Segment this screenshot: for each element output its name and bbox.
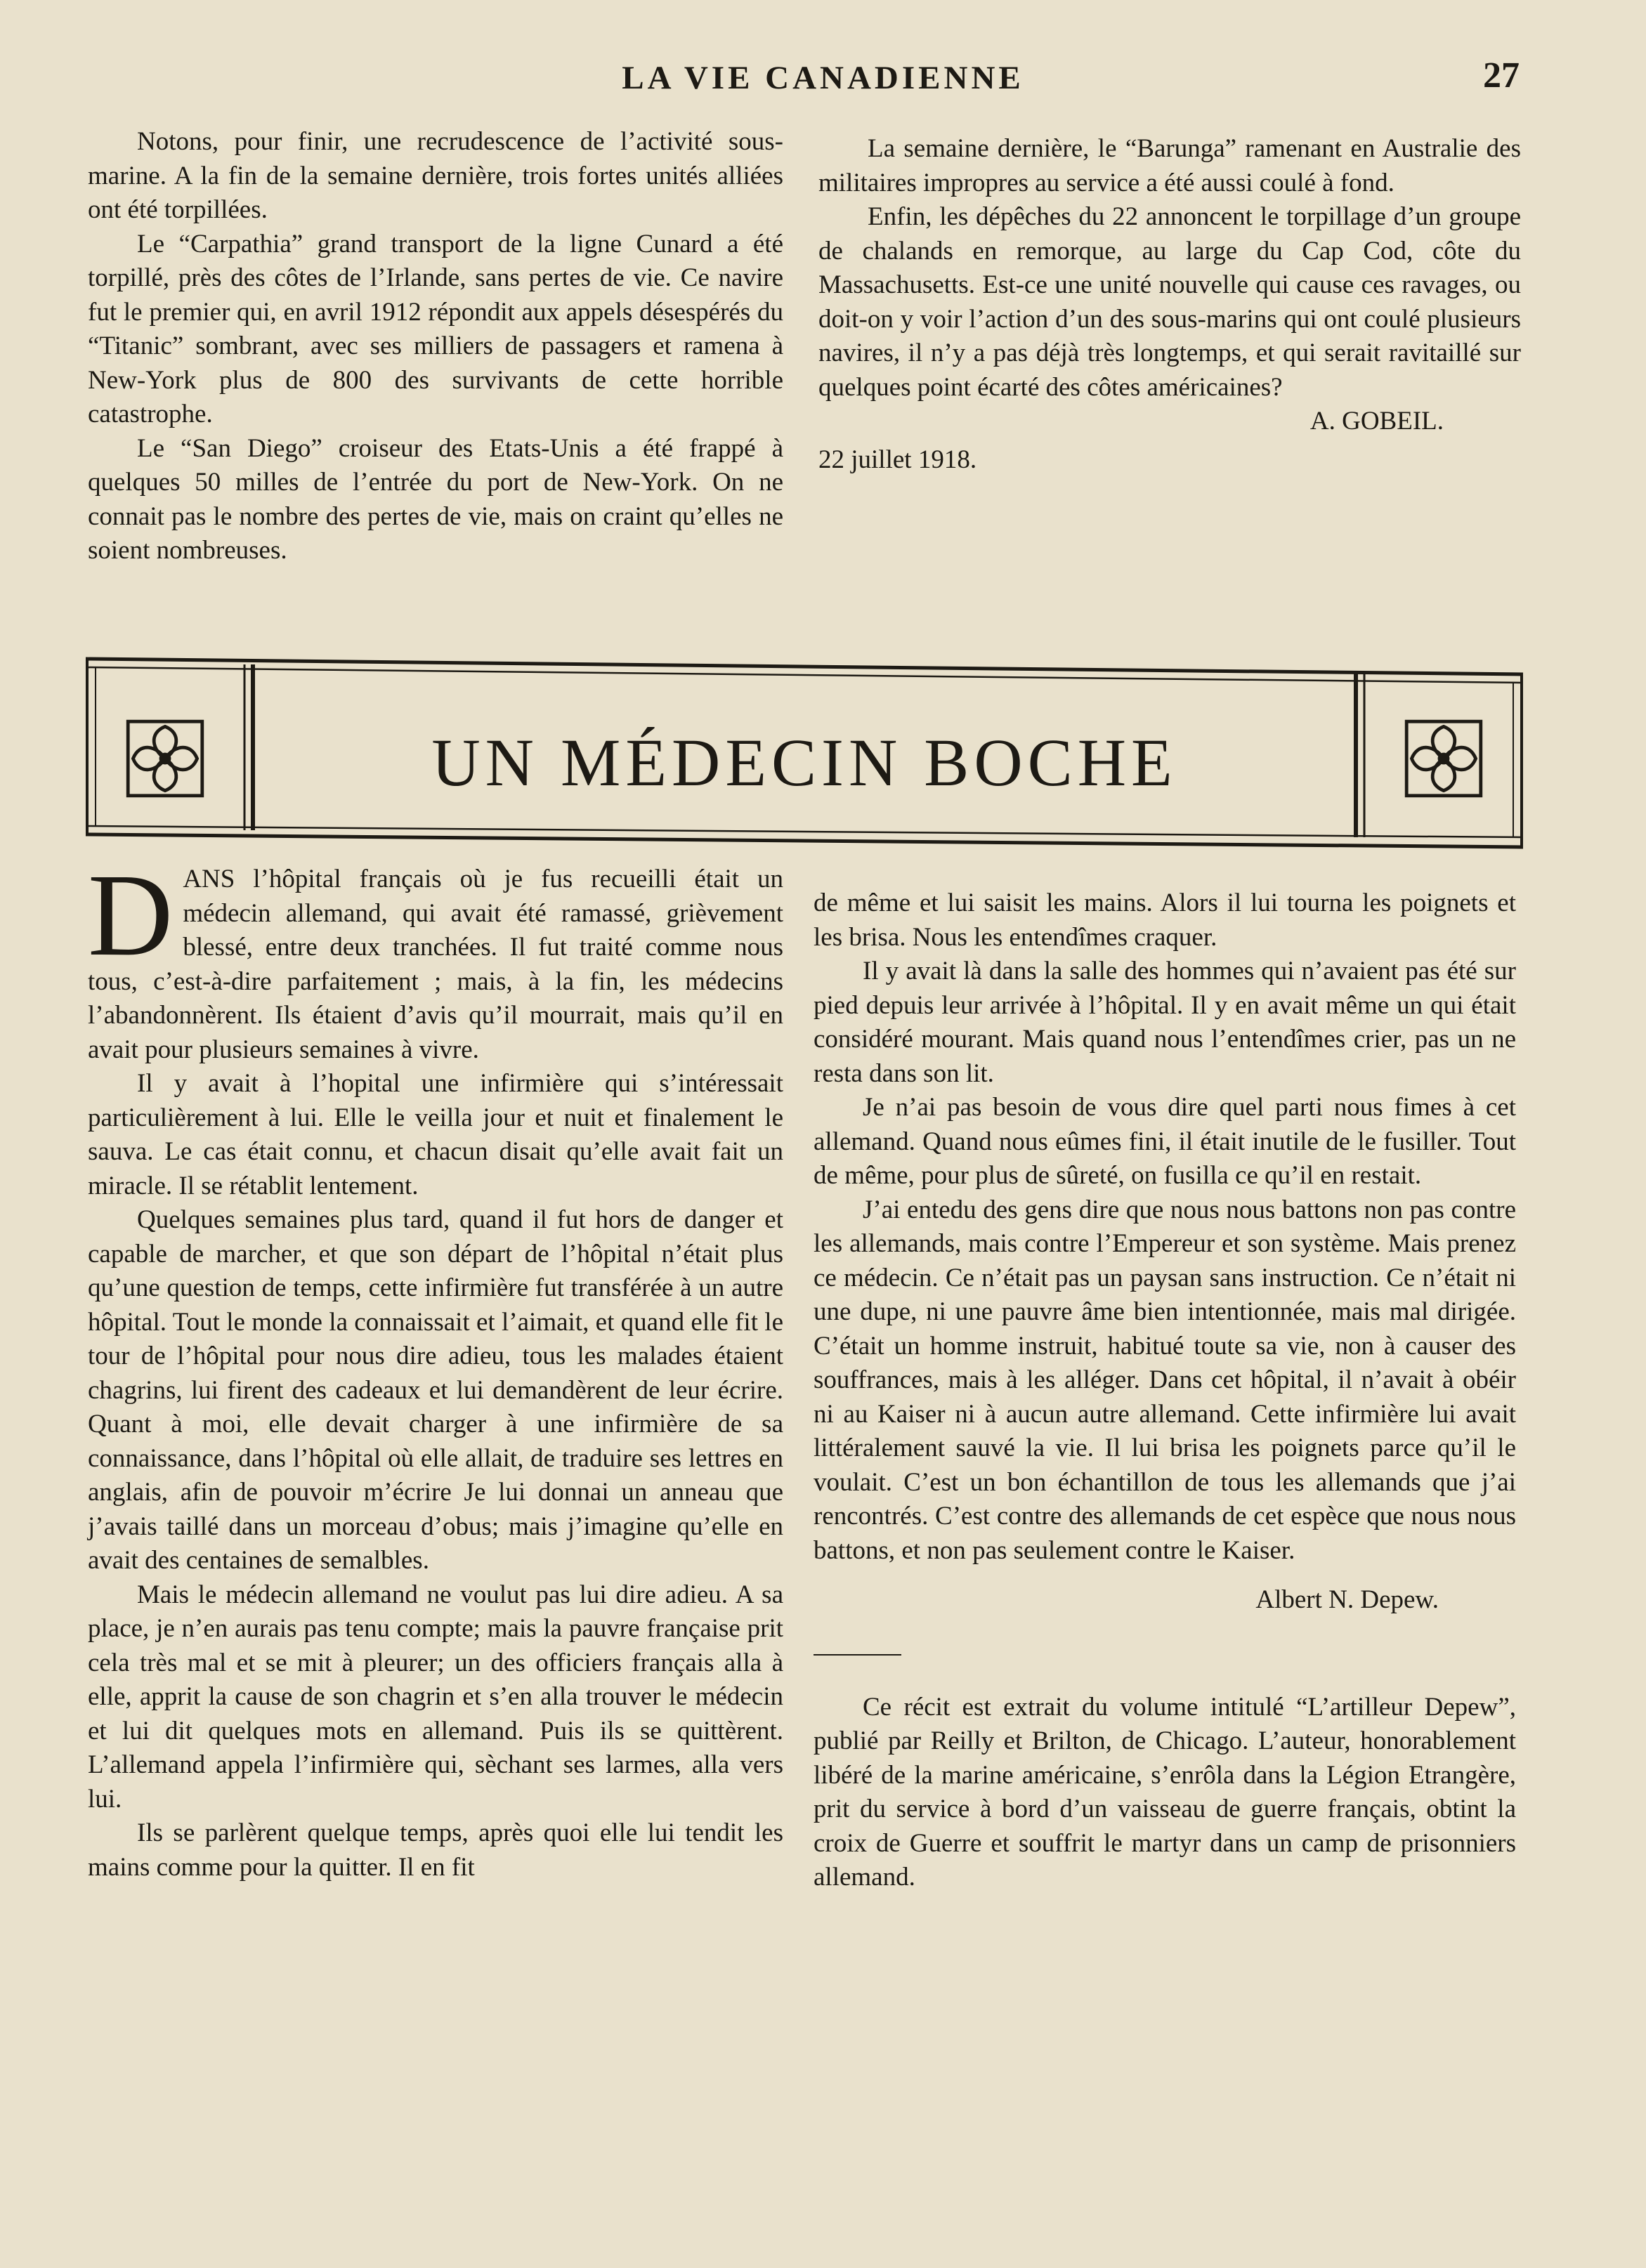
paragraph: Je n’ai pas besoin de vous dire quel parti nous fimes à cet allemand. Quand nous eûmes fini, il était inutile de le fusiller. Tout de même, pour plus de sûreté, on fusilla ce qu’il en restait. xyxy=(814,1093,1516,1190)
page-number: 27 xyxy=(1483,55,1520,96)
divider xyxy=(814,1654,901,1656)
paragraph: Ce récit est extrait du volume intitulé “L’artilleur Depew”, publié par Reilly et Brilton, de Chicago. L’auteur, honorablement libéré de la marine américaine, s’enrôla dans la Légion Etrangère, prit du service à bord d’un vaisseau de guerre français, obtint la croix de Guerre et souffrit le martyr dans un camp de prisonniers allemand. xyxy=(814,1692,1516,1892)
top-right-column xyxy=(818,132,1521,477)
author-signature: Albert N. Depew. xyxy=(1255,1585,1439,1614)
paragraph: J’ai entedu des gens dire que nous nous battons non pas contre les allemands, mais contre l’Empereur et son système. Mais prenez ce médecin. Ce n’était pas un paysan sans instruction. Ce n’était ni une dupe, ni une pauvre âme bien intentionnée, mais mal dirigée. C’était un homme instruit, habitué toute sa vie, non à causer des souffrances, mais à les alléger. Dans cet hôpital, il n’avait à obéir ni au Kaiser ni à aucun autre allemand. Cette infirmière lui avait littéralement sauvé la vie. Il lui brisa les poignets parce qu’il le voulait. C’est un bon échantillon de tous les allemands que j’ai rencontrés. C’est contre des allemands de cet espèce que nous nous battons, et non pas seulement contre le Kaiser. xyxy=(814,1195,1516,1565)
paragraph: Quelques semaines plus tard, quand il fut hors de danger et capable de marcher, et que son départ de l’hôpital n’était plus qu’une question de temps, cette infirmière fut transférée à un autre hôpital. Tout le monde la connaissait et l’aimait, et quand elle fit le tour de l’hôpital pour nous dire adieu, tous les malades étaient chagrins, lui firent des cadeaux et lui demandèrent de leur écrire. Quant à moi, elle devait charger à une infirmière de sa connaissance, dans l’hôpital où elle allait, de traduire ses lettres en anglais, afin de pouvoir m’écrire Je lui donnai un anneau que j’avais taillé dans un morceau d’obus; mais j’imagine qu’elle en avait des centaines de semalbles. xyxy=(88,1205,783,1575)
paragraph xyxy=(88,850,783,1067)
article-title: UN MÉDECIN BOCHE xyxy=(431,725,1177,800)
article-left-column xyxy=(88,850,783,1884)
article-title-banner xyxy=(84,653,1524,857)
paragraph: Le “Carpathia” grand transport de la ligne Cunard a été torpillé, près des côtes de l’Irlande, sans pertes de vie. Ce navire fut le premier qui, en avril 1912 répondit aux appels désespérés du “Titanic” sombrant, avec ses milliers de passagers et ramena à New-York plus de 800 des survivants de cette horrible catastrophe. xyxy=(88,229,783,428)
paragraph: La semaine dernière, le “Barunga” ramenant en Australie des militaires impropres au service a été aussi coulé à fond. xyxy=(818,134,1521,197)
paragraph: Enfin, les dépêches du 22 annoncent le torpillage d’un groupe de chalands en remorque, au large du Cap Cod, côte du Massachusetts. Est-ce une unité nouvelle qui cause ces ravages, ou doit-on y voir l’action d’un des sous-marins qui ont coulé plusieurs navires, il n’y a pas déjà très longtemps, et qui serait ravitaillé sur quelques point écarté des côtes américaines? xyxy=(818,202,1521,402)
paragraph: Notons, pour finir, une recrudescence de l’activité sous-marine. A la fin de la semaine dernière, trois fortes unités alliées ont été torpillées. xyxy=(88,127,783,224)
drop-cap: D xyxy=(88,850,174,981)
paragraph: Ils se parlèrent quelque temps, après quoi elle lui tendit les mains comme pour la quitter. Il en fit xyxy=(88,1818,783,1882)
paragraph: de même et lui saisit les mains. Alors il lui tourna les poignets et les brisa. Nous les entendîmes craquer. xyxy=(814,889,1516,952)
paragraph-text: ANS l’hôpital français où je fus recueilli était un médecin allemand, qui avait été ramassé, grièvement blessé, entre deux tranchées. Il fut traité comme nous tous, c’est-à-dire parfaitement ; mais, à la fin, les médecins l’abandonnèrent. Ils étaient d’avis qu’il mourrait, mais qu’il en avait pour plusieurs semaines à vivre. xyxy=(88,865,783,1064)
running-head xyxy=(0,55,1646,104)
author-signature: A. GOBEIL. xyxy=(1309,407,1444,435)
source-note xyxy=(814,1691,1516,1895)
journal-title: LA VIE CANADIENNE xyxy=(622,60,1024,96)
paragraph: Le “San Diego” croiseur des Etats-Unis a été frappé à quelques 50 milles de l’entrée du port de New-York. On ne connait pas le nombre des pertes de vie, mais on craint qu’elles ne soient nombreuses. xyxy=(88,433,783,565)
ornament-icon xyxy=(1402,716,1486,801)
paragraph: Mais le médecin allemand ne voulut pas lui dire adieu. A sa place, je n’en aurais pas tenu compte; mais la pauvre française prit cela très mal et se mit à pleurer; un des officiers français alla à elle, apprit la cause de son chagrin et s’en alla trouver le médecin et lui dit quelques mots en allemand. Puis ils se quittèrent. L’allemand appela l’infirmière qui, sèchant ses larmes, alla vers lui. xyxy=(88,1580,783,1814)
top-left-column xyxy=(88,125,783,568)
paragraph: Il y avait là dans la salle des hommes qui n’avaient pas été sur pied depuis leur arrivée à l’hôpital. Il y en avait même un qui était considéré mourant. Mais quand nous l’entendîmes crier, pas un ne resta dans son lit. xyxy=(814,957,1516,1088)
dateline: 22 juillet 1918. xyxy=(818,445,977,474)
article-right-column xyxy=(814,886,1516,1895)
paragraph: Il y avait à l’hopital une infirmière qui s’intéressait particulièrement à lui. Elle le veilla jour et nuit et finalement le sauva. Le cas était connu, et chacun disait qu’elle avait fait un miracle. Il se rétablit lentement. xyxy=(88,1069,783,1200)
